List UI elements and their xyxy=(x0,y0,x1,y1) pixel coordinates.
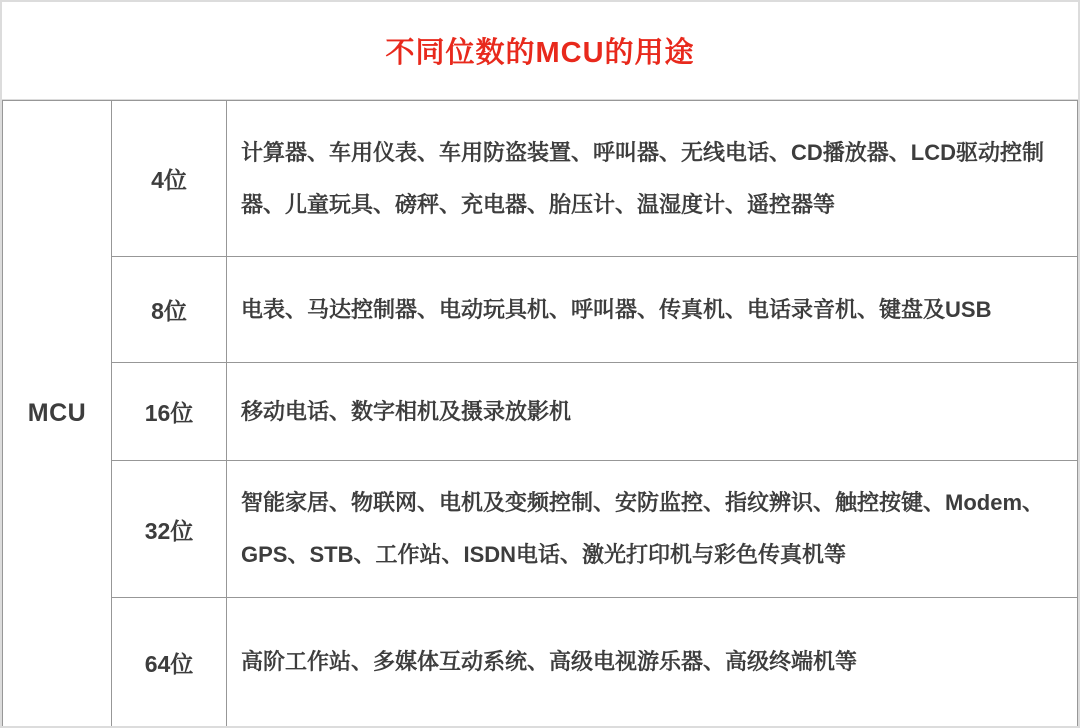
table-title: 不同位数的MCU的用途 xyxy=(385,37,695,69)
bits-cell-16bit: 16位 xyxy=(112,363,227,461)
bits-cell-8bit: 8位 xyxy=(112,257,227,363)
uses-cell-16bit: 移动电话、数字相机及摄录放影机 xyxy=(227,363,1078,461)
group-label-cell: MCU xyxy=(3,101,112,727)
table-title-row xyxy=(2,2,1078,100)
uses-cell-4bit: 计算器、车用仪表、车用防盗装置、呼叫器、无线电话、CD播放器、LCD驱动控制器、儿童玩具、磅秤、充电器、胎压计、温湿度计、遥控器等 xyxy=(227,101,1078,257)
bits-cell-4bit: 4位 xyxy=(112,101,227,257)
uses-cell-32bit: 智能家居、物联网、电机及变频控制、安防监控、指纹辨识、触控按键、Modem、GPS、STB、工作站、ISDN电话、激光打印机与彩色传真机等 xyxy=(227,461,1078,598)
mcu-grid xyxy=(2,100,1078,727)
table-row xyxy=(3,363,1078,461)
uses-cell-64bit: 高阶工作站、多媒体互动系统、高级电视游乐器、高级终端机等 xyxy=(227,598,1078,727)
bits-cell-64bit: 64位 xyxy=(112,598,227,727)
table-row xyxy=(3,598,1078,727)
table-row xyxy=(3,257,1078,363)
uses-cell-8bit: 电表、马达控制器、电动玩具机、呼叫器、传真机、电话录音机、键盘及USB xyxy=(227,257,1078,363)
table-row xyxy=(3,461,1078,598)
bits-cell-32bit: 32位 xyxy=(112,461,227,598)
table-row xyxy=(3,101,1078,257)
